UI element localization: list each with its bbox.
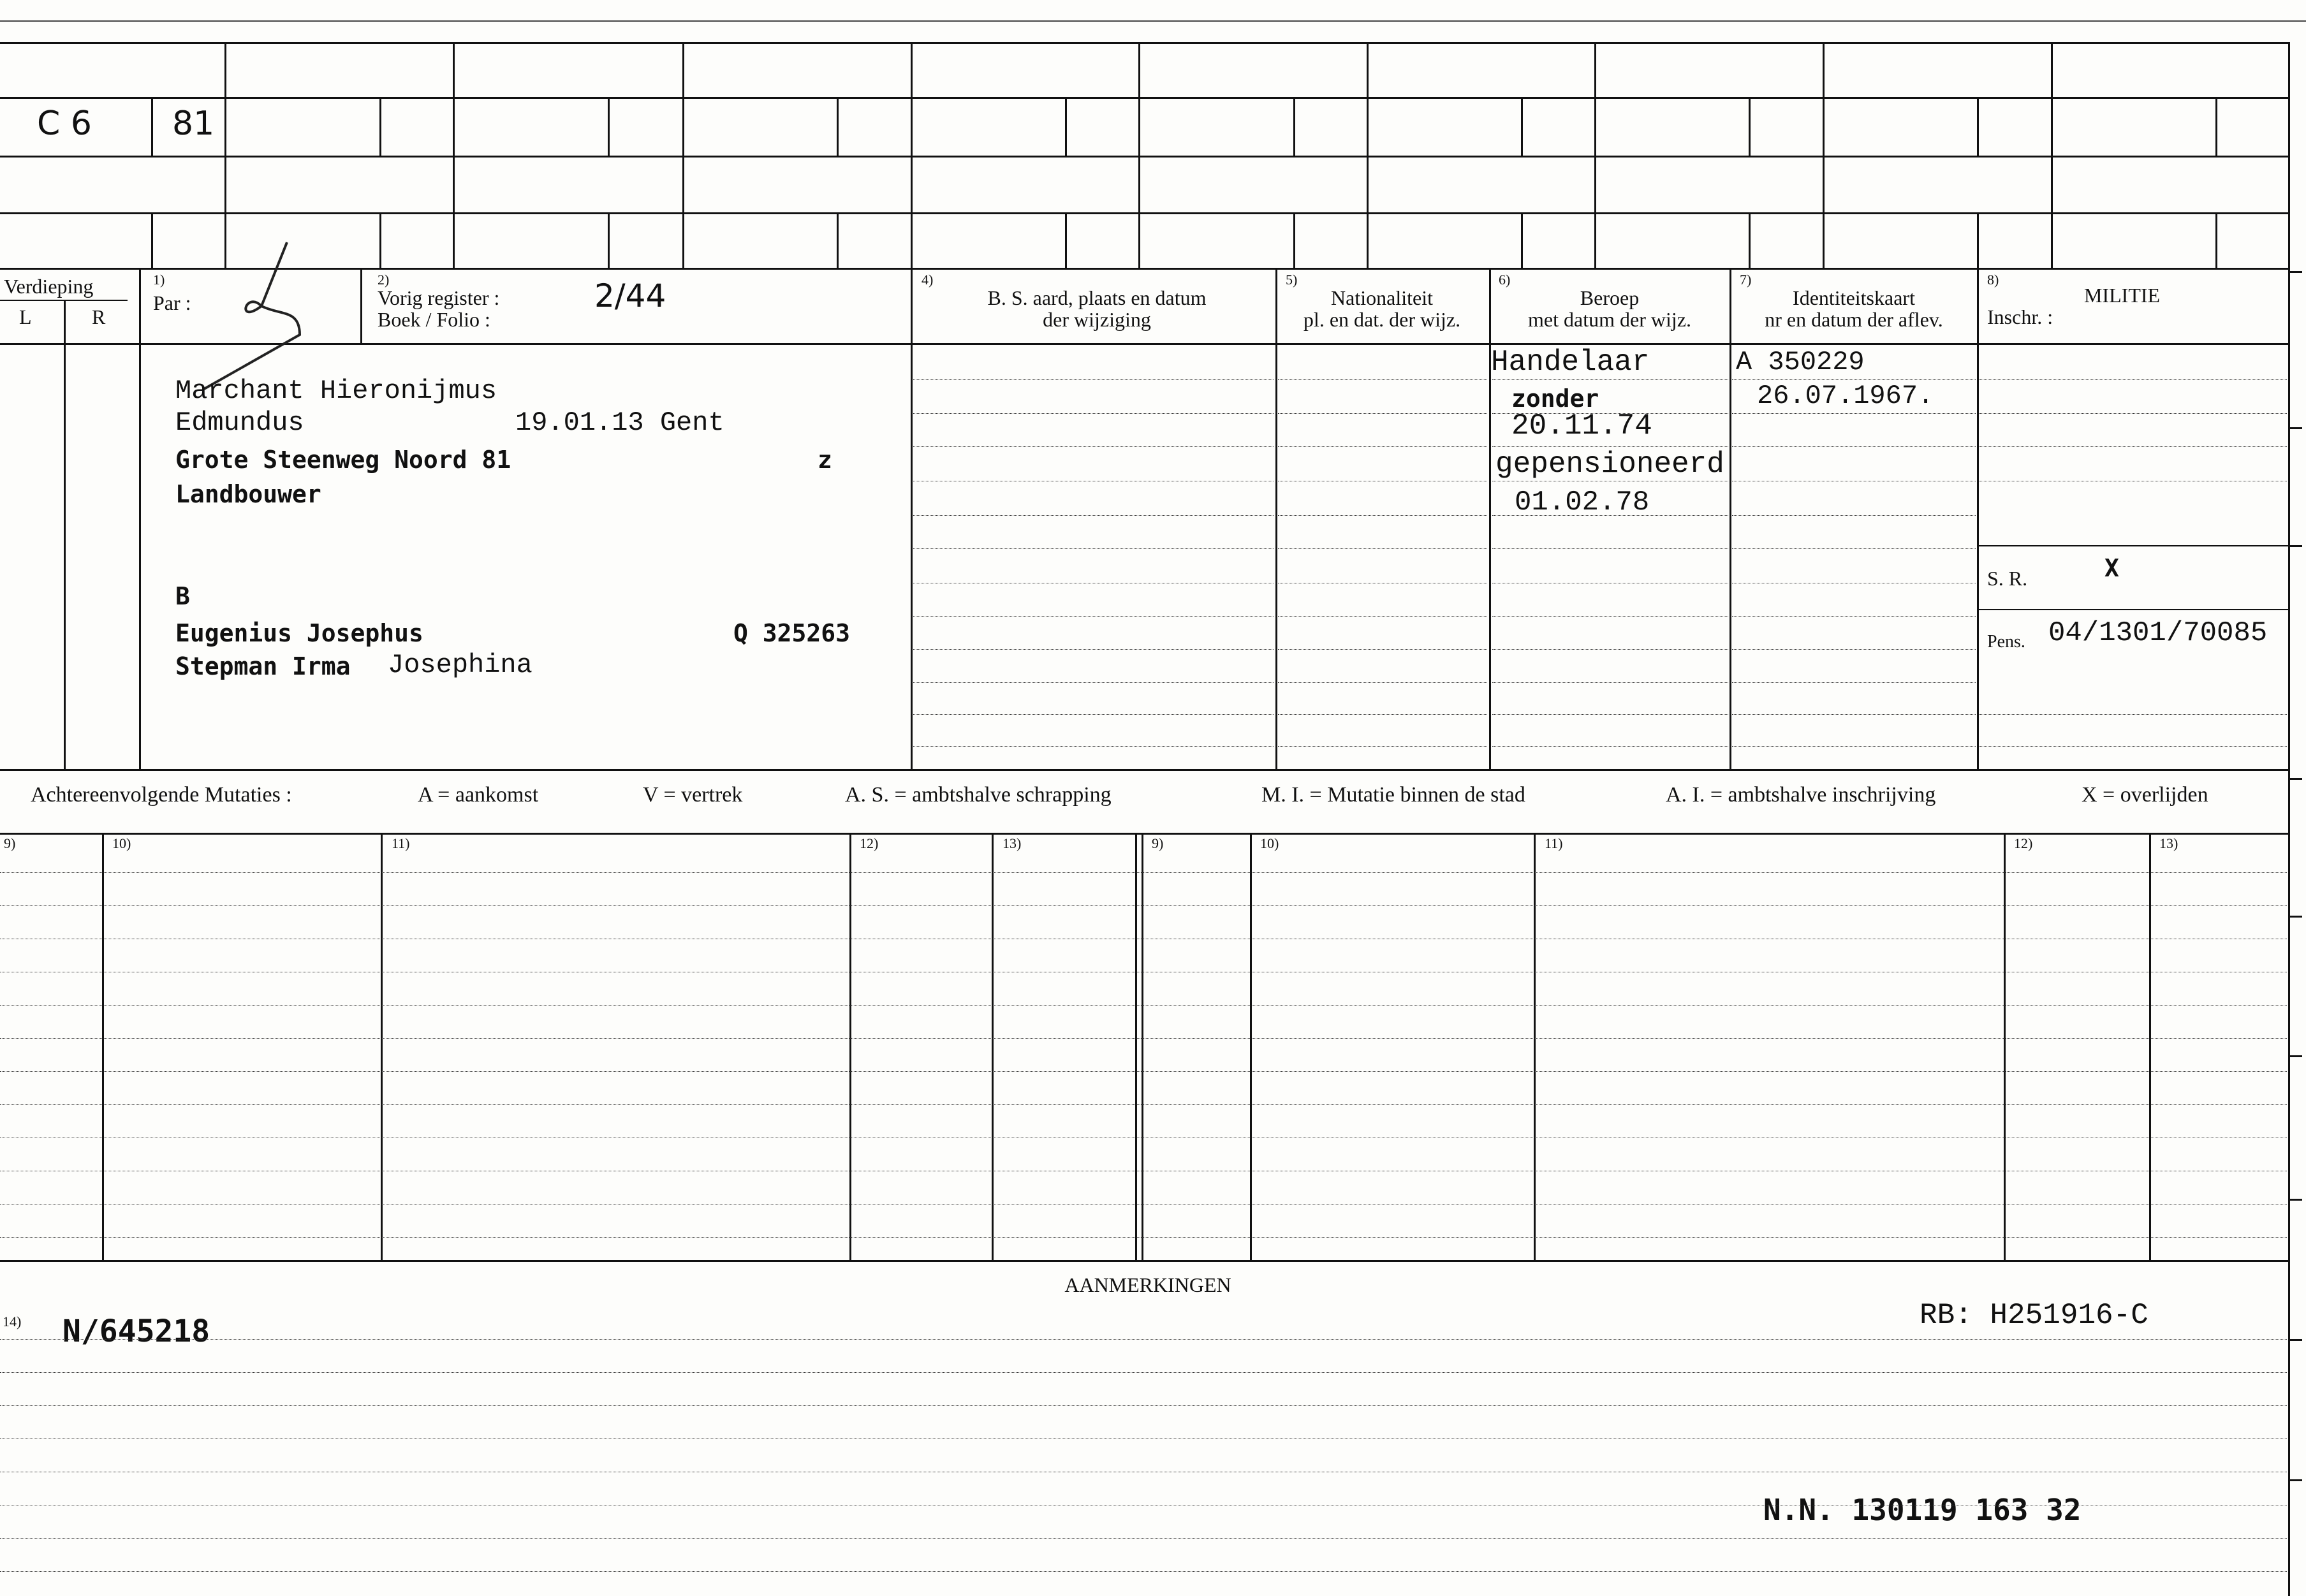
legend-item-as: A. S. = ambtshalve schrapping: [845, 783, 1112, 807]
floor-left-label: L: [19, 305, 32, 328]
mut-left-10: 10): [112, 835, 131, 851]
person-name: Marchant Hieronijmus: [175, 376, 497, 406]
occupation-header-line2: met datum der wijz.: [1528, 308, 1691, 331]
pens-label: Pens.: [1987, 632, 2025, 652]
remarks-rb: RB: H251916-C: [1920, 1299, 2148, 1332]
col-id-divider: [1730, 268, 1731, 769]
card-number: 81: [172, 105, 215, 143]
top-edge-line: [0, 20, 2306, 22]
top-grid-border: [0, 42, 2288, 44]
militia-pens-line: [1977, 609, 2288, 610]
mut-col-line: [2149, 833, 2151, 1260]
col-1-number: 1): [153, 272, 165, 288]
legend-top-line: [0, 769, 2288, 771]
col-bs-divider: [911, 268, 913, 769]
vorig-register-value: 2/44: [594, 277, 666, 314]
occupation-2-date: 20.11.74: [1511, 409, 1652, 443]
top-grid-subcol-line: [1293, 212, 1295, 268]
remarks-title: AANMERKINGEN: [1064, 1273, 1231, 1296]
legend-item-ai: A. I. = ambtshalve inschrijving: [1666, 783, 1936, 807]
top-grid-col-line: [1367, 42, 1369, 268]
top-grid-col-line: [1594, 42, 1596, 268]
mut-left-13: 13): [1002, 835, 1022, 851]
verdieping-lr-divider: [64, 300, 66, 769]
legend-item-x: X = overlijden: [2082, 783, 2208, 807]
nationality-header-line2: pl. en dat. der wijz.: [1303, 308, 1461, 331]
col-4-number: 4): [922, 272, 934, 288]
col-6-number: 6): [1499, 272, 1511, 288]
par-handwritten-mark: [185, 236, 325, 395]
col-vorig-divider: [360, 268, 362, 343]
top-grid-subcol-line: [837, 212, 839, 268]
mut-right-11: 11): [1545, 835, 1563, 851]
col-militie-divider: [1977, 268, 1979, 769]
remarks-number: 14): [3, 1314, 22, 1329]
top-grid-bottom-line: [0, 268, 2288, 270]
occupation-1: Handelaar: [1491, 346, 1650, 379]
mut-right-12: 12): [2014, 835, 2033, 851]
mut-right-10: 10): [1260, 835, 1279, 851]
top-grid-subcol-line: [608, 212, 610, 268]
top-grid-row-line: [0, 156, 2288, 157]
vorig-register-label: Vorig register :: [378, 286, 500, 309]
top-grid-subcol-line: [1749, 212, 1751, 268]
top-grid-subcol-line: [1065, 97, 1067, 156]
idcard-header-line1: Identiteitskaart: [1793, 286, 1915, 309]
header-band-line: [0, 343, 2288, 345]
top-grid-subcol-line: [379, 212, 381, 268]
occupation-2: zonder: [1511, 384, 1599, 413]
top-grid-col-line: [224, 42, 226, 268]
top-grid-subcol-line: [1749, 97, 1751, 156]
spouse-mother: Stepman Irma: [175, 652, 351, 680]
par-label: Par :: [153, 291, 191, 314]
top-grid-col-line: [1823, 42, 1825, 268]
person-given-name: Edmundus: [175, 407, 304, 438]
spouse-name: Eugenius Josephus: [175, 619, 423, 647]
pens-value: 04/1301/70085: [2048, 617, 2268, 649]
idcard-header-line2: nr en datum der aflev.: [1765, 308, 1943, 331]
boek-folio-label: Boek / Folio :: [378, 308, 490, 331]
remarks-nn: N.N. 130119 163 32: [1763, 1493, 2082, 1527]
occupation-3-date: 01.02.78: [1515, 487, 1650, 518]
mut-right-9: 9): [1152, 835, 1164, 851]
mut-col-line: [1135, 833, 1137, 1260]
legend-bottom-line: [0, 833, 2288, 835]
mut-col-line: [1250, 833, 1252, 1260]
mut-col-line: [102, 833, 104, 1260]
top-grid-subcol-line: [379, 97, 381, 156]
top-grid-subcol-line: [2215, 212, 2217, 268]
occupation-3: gepensioneerd: [1495, 448, 1724, 481]
top-grid-subcol-line: [151, 212, 153, 268]
mut-col-line: [849, 833, 851, 1260]
legend-item-a: A = aankomst: [418, 783, 539, 807]
top-grid-subcol-line: [2215, 97, 2217, 156]
mut-col-line: [1534, 833, 1536, 1260]
mut-col-line: [2004, 833, 2006, 1260]
col-2-number: 2): [378, 272, 390, 288]
top-grid-subcol-line: [837, 97, 839, 156]
legend-item-mi: M. I. = Mutatie binnen de stad: [1261, 783, 1525, 807]
floor-right-label: R: [92, 305, 106, 328]
right-grid-border: [2288, 42, 2290, 1596]
mut-right-13: 13): [2159, 835, 2178, 851]
col-par-divider: [139, 268, 141, 769]
mutations-legend-title: Achtereenvolgende Mutaties :: [31, 783, 292, 807]
top-grid-col-line: [911, 42, 913, 268]
top-grid-col-line: [2051, 42, 2053, 268]
top-grid-row-line: [0, 97, 2288, 99]
verdieping-underline: [0, 300, 128, 301]
idcard-date: 26.07.1967.: [1757, 381, 1934, 411]
top-grid-col-line: [682, 42, 684, 268]
remarks-code: N/645218: [62, 1314, 210, 1349]
top-grid-subcol-line: [1977, 212, 1979, 268]
person-civil-status: B: [175, 582, 190, 610]
mut-col-line: [992, 833, 994, 1260]
top-grid-subcol-line: [1065, 212, 1067, 268]
militia-sr-line: [1977, 545, 2288, 546]
militie-header: MILITIE: [2084, 284, 2161, 307]
col-8-number: 8): [1987, 272, 1999, 288]
sr-value: X: [2104, 554, 2119, 582]
top-grid-subcol-line: [151, 97, 153, 156]
mut-col-line: [1142, 833, 1143, 1260]
mut-left-9: 9): [4, 835, 16, 851]
sr-label: S. R.: [1987, 567, 2028, 590]
mut-left-11: 11): [392, 835, 410, 851]
spouse-code: Q 325263: [733, 619, 851, 647]
person-address: Grote Steenweg Noord 81: [175, 446, 511, 474]
top-grid-subcol-line: [1521, 97, 1523, 156]
col-5-number: 5): [1286, 272, 1298, 288]
card-code: C 6: [37, 105, 92, 143]
remarks-top-line: [0, 1260, 2288, 1262]
top-grid-col-line: [453, 42, 455, 268]
nationality-header-line1: Nationaliteit: [1331, 286, 1433, 309]
top-grid-subcol-line: [608, 97, 610, 156]
person-address-mark: z: [818, 446, 832, 474]
top-grid-subcol-line: [1293, 97, 1295, 156]
top-grid-row-line: [0, 212, 2288, 214]
person-profession: Landbouwer: [175, 480, 321, 508]
inschr-label: Inschr. :: [1987, 305, 2053, 328]
top-grid-subcol-line: [1977, 97, 1979, 156]
legend-item-v: V = vertrek: [643, 783, 743, 807]
col-nat-divider: [1275, 268, 1277, 769]
mut-col-line: [381, 833, 383, 1260]
top-grid-subcol-line: [1521, 212, 1523, 268]
top-grid-col-line: [1138, 42, 1140, 268]
spouse-mother-added: Josephina: [388, 650, 532, 680]
col-7-number: 7): [1740, 272, 1752, 288]
idcard-number: A 350229: [1736, 347, 1865, 377]
person-birth: 19.01.13 Gent: [515, 407, 724, 438]
bs-header-line1: B. S. aard, plaats en datum: [987, 286, 1207, 309]
col-beroep-divider: [1489, 268, 1491, 769]
bs-header-line2: der wijziging: [1043, 308, 1151, 331]
verdieping-label: Verdieping: [4, 275, 94, 298]
occupation-header-line1: Beroep: [1580, 286, 1640, 309]
mut-left-12: 12): [860, 835, 879, 851]
